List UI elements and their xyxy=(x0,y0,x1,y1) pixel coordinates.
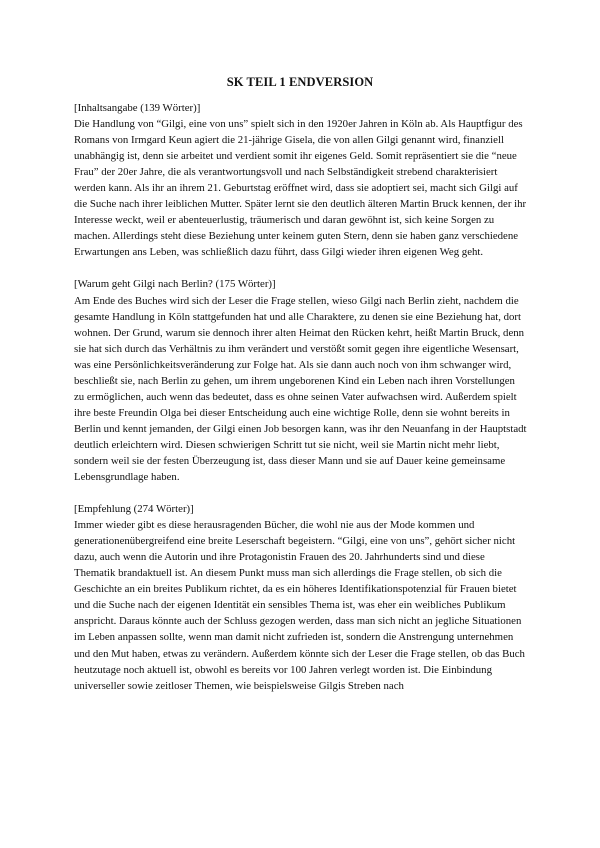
section-empfehlung xyxy=(74,501,527,694)
section-inhaltsangabe xyxy=(74,100,527,260)
section-heading: [Inhaltsangabe (139 Wörter)] xyxy=(74,102,201,114)
section-heading: [Warum geht Gilgi nach Berlin? (175 Wörter)] xyxy=(74,278,276,291)
document-title: SK TEIL 1 ENDVERSION xyxy=(226,75,374,89)
section-heading: [Empfehlung (274 Wörter)] xyxy=(74,503,194,516)
section-body: Immer wieder gibt es diese herausragenden Bücher, die wohl nie aus der Mode kommen und generationenübergreifend eine breite Leserschaft begeistern. “Gilgi, eine von uns”, gehört sicher nicht dazu, auch wenn die Autorin und ihre Protagonistin Frauen des 20. Jahrhunderts sind und diese Thematik brandaktuell ist. An diesem Punkt muss man sich allerdings die Frage stellen, ob sich die Geschichte an ein breites Publikum richtet, da es ein höheres Identifikationspotenzial für Frauen bietet und die Suche nach der eigenen Identität ein sensibles Thema ist, was eher ein weibliches Publikum anspricht. Daraus könnte auch der Schluss gezogen werden, dass man sich nicht an jegliche Situationen im Leben anpassen sollte, wenn man damit nicht zufrieden ist, sondern die Anstrengung unternehmen und den Mut haben, etwas zu verändern. Außerdem könnte sich der Leser die Frage stellen, ob das Buch heutzutage noch aktuell ist, obwohl es bereits vor 100 Jahren verlegt worden ist. Die Einbindung universeller sowie zeitloser Themen, wie beispielsweise Gilgis Streben nach xyxy=(74,519,525,692)
section-warum-berlin xyxy=(74,276,527,485)
section-body: Die Handlung von “Gilgi, eine von uns” spielt sich in den 1920er Jahren in Köln ab. Als Hauptfigur des Romans von Irmgard Keun agiert die 21-jährige Gisela, die von allen Gilgi genannt wird, finanziell unabhängig ist, denn sie arbeitet und verdient somit ihr eigenes Geld. Somit repräsentiert sie die “neue Frau” der 20er Jahre, die als verantwortungsvoll und nach Selbständigkeit strebend charakterisiert werden kann. Als ihr an ihrem 21. Geburtstag eröffnet wird, dass sie adoptiert sei, macht sich Gilgi auf die Suche nach ihrer leiblichen Mutter. Später lernt sie den deutlich älteren Martin Bruck kennen, der ihr Interesse weckt, weil er abenteuerlustig, träumerisch und daran gewöhnt ist, sich keine Sorgen zu machen. Allerdings steht diese Beziehung unter keinem guten Stern, denn sie haben ganz verschiedene Erwartungen ans Leben, was schließlich dazu führt, dass Gilgi wieder ihren eigenen Weg geht. xyxy=(74,118,527,259)
section-body: Am Ende des Buches wird sich der Leser die Frage stellen, wieso Gilgi nach Berlin zieht, nachdem die gesamte Handlung in Köln stattgefunden hat und alle Charaktere, zu denen sie eine Beziehung hat, dort wohnen. Der Grund, warum sie dennoch ihrer alten Heimat den Rücken kehrt, heißt Martin Bruck, denn sie hat sich durch das Verhältnis zu ihm verändert und verstößt somit gegen ihre eigentliche Wesensart, was eine Persönlichkeitsveränderung zur Folge hat. Als sie dann auch noch von ihm schwanger wird, beschließt sie, nach Berlin zu gehen, um ihrem ungeborenen Kind ein Leben nach ihren Vorstellungen zu ermöglichen, auch wenn das bedeutet, dass es ohne seinen Vater aufwachsen wird. Außerdem spielt ihre beste Freundin Olga bei dieser Entscheidung auch eine wichtige Rolle, denn sie wohnt bereits in Berlin und kennt jemanden, der Gilgi einen Job besorgen kann, was ihr den Neuanfang in der Hauptstadt deutlich erleichtern wird. Diesen schwierigen Schritt tut sie nicht, weil sie Martin nicht mehr liebt, sondern weil sie der festen Überzeugung ist, dass dieser Mann und sie auf Dauer keine gemeinsame Lebensgrundlage haben. xyxy=(74,294,527,484)
document-content xyxy=(74,100,527,710)
